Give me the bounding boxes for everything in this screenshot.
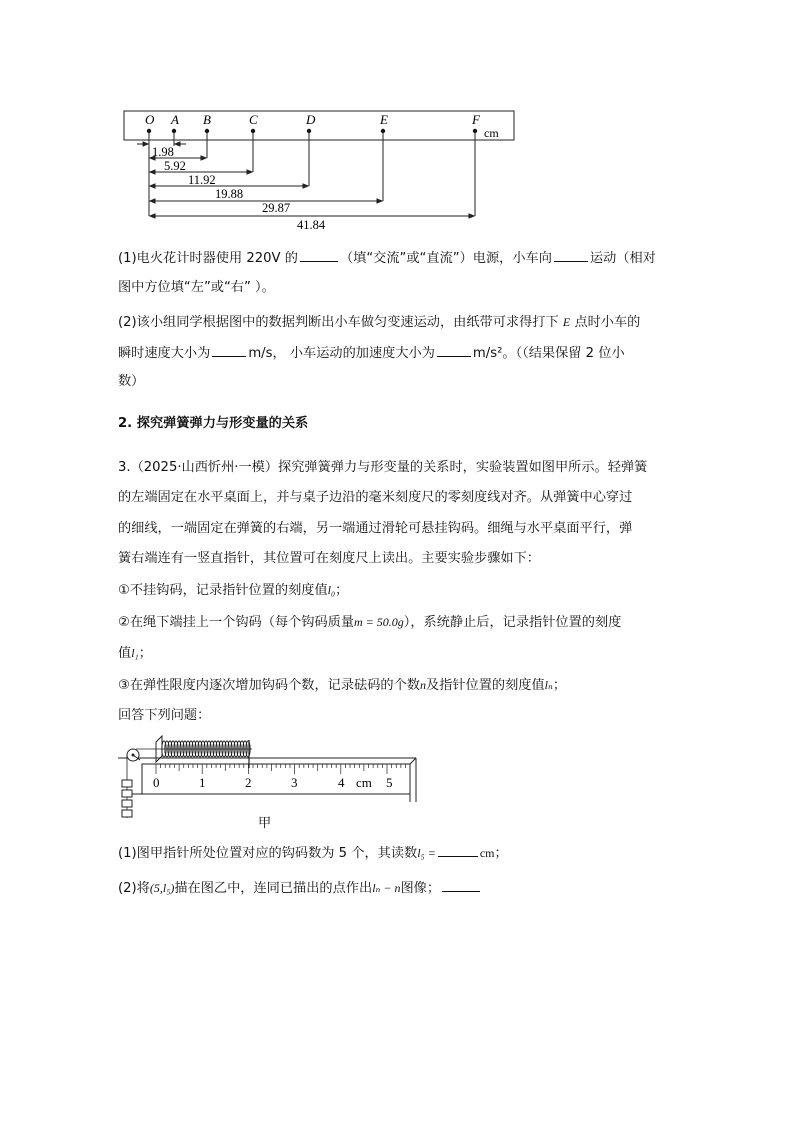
answer-blank-graph[interactable] [442, 878, 480, 892]
ruler-unit: cm [356, 775, 372, 790]
q1-part2-line1: (2)该小组同学根据图中的数据判断出小车做匀变速运动，由纸带可求得打下 E 点时小车的 [118, 315, 641, 330]
q3-line1: 3.（2025·山西忻州·一模）探究弹簧弹力与形变量的关系时，实验装置如图甲所示。轻弹簧 [118, 460, 648, 475]
paper-tape [124, 111, 514, 140]
q3-part1: (1)图甲指针所处位置对应的钩码数为 5 个，其读数l₅ = cm； [118, 843, 678, 864]
distance-od: 19.88 [215, 187, 244, 201]
q3-line3: 的细线，一端固定在弹簧的右端，另一端通过滑轮可悬挂钩码。细绳与水平桌面平行，弹 [118, 521, 633, 536]
point-label-o: O [145, 112, 155, 127]
point-label-d: D [306, 112, 316, 127]
q3-part2: (2)将(5,l₅)描在图乙中，连同已描出的点作出lₙ − n图像； [118, 878, 678, 899]
distance-oc: 11.92 [188, 173, 216, 187]
point-label-e: E [380, 112, 388, 127]
q1-part1-line1: (1)电火花计时器使用 220V 的 （填“交流”或“直流”）电源，小车向 运动（相对 [118, 248, 678, 269]
point-label-f: F [472, 112, 480, 127]
answer-blank-velocity[interactable] [212, 343, 246, 357]
q3-step2-line2: 值l₁； [118, 646, 152, 661]
ruler-label-0: 0 [153, 775, 160, 790]
answer-blank-acceleration[interactable] [437, 343, 471, 357]
distance-oa: 1.98 [152, 145, 174, 159]
answer-blank-current-type[interactable] [300, 248, 338, 262]
q1-part2-line2: 瞬时速度大小为 m/s， 小车运动的加速度大小为 m/s²。（（结果保留 2 位小 [118, 343, 678, 364]
tape-dots [147, 129, 477, 133]
q3-step2: ②在绳下端挂上一个钩码（每个钩码质量m = 50.0g），系统静止后，记录指针位置的刻度 [118, 615, 622, 630]
ruler-label-5: 5 [386, 775, 393, 790]
point-label-b: B [203, 112, 211, 127]
point-label-a: A [171, 112, 179, 127]
q1-part2-line3: 数） [118, 374, 145, 389]
q3-step3: ③在弹性限度内逐次增加钩码个数，记录砝码的个数n及指针位置的刻度值lₙ； [118, 678, 567, 693]
q3-step1: ①不挂钩码，记录指针位置的刻度值l₀； [118, 583, 349, 598]
ruler-ticks [156, 764, 405, 774]
q1-part1-line2: 图中方位填“左”或“右” ）。 [118, 280, 275, 295]
figure-jia-caption: 甲 [258, 816, 272, 831]
tape-unit: cm [484, 126, 499, 140]
distance-of: 41.84 [297, 218, 326, 232]
section-2-heading: 2. 探究弹簧弹力与形变量的关系 [118, 416, 309, 431]
answer-blank-l5-reading[interactable] [438, 843, 478, 857]
q3-line4: 簧右端连有一竖直指针，其位置可在刻度尺上读出。主要实验步骤如下： [118, 551, 540, 566]
ruler-label-3: 3 [291, 775, 298, 790]
distance-ob: 5.92 [164, 159, 186, 173]
point-label-c: C [249, 112, 258, 127]
ruler-label-4: 4 [338, 775, 345, 790]
q3-line2: 的左端固定在水平桌面上，并与桌子边沿的毫米刻度尺的零刻度线对齐。从弹簧中心穿过 [118, 490, 633, 505]
q3-answer-intro: 回答下列问题： [118, 708, 211, 723]
answer-blank-direction[interactable] [554, 248, 588, 262]
ruler-label-1: 1 [199, 775, 206, 790]
paper-tape-figure [110, 104, 530, 234]
ruler-label-2: 2 [245, 775, 252, 790]
distance-oe: 29.87 [262, 201, 291, 215]
